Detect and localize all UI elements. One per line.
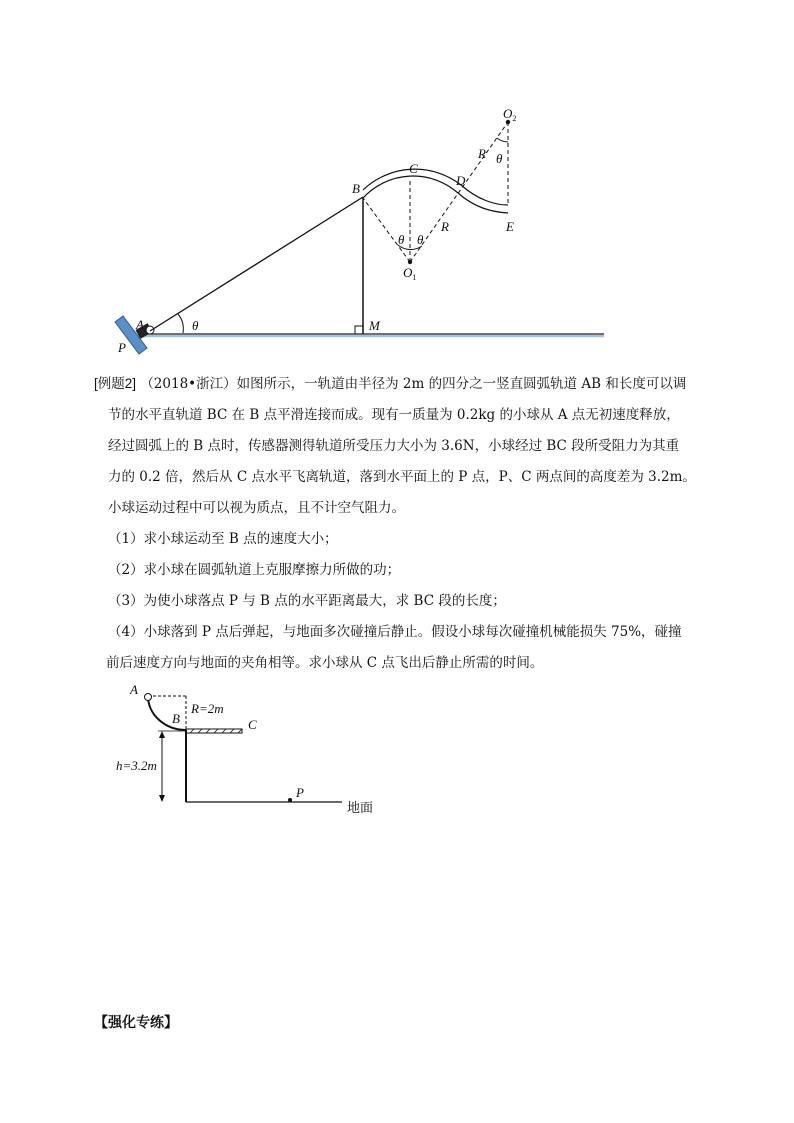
label-r-lower: R <box>441 219 449 234</box>
arc-ab <box>148 696 186 730</box>
label-theta-incline: θ <box>192 318 199 333</box>
ball-a2 <box>145 694 152 701</box>
label-p2: P <box>296 785 304 800</box>
label-c: C <box>409 161 418 176</box>
height-arrow-top <box>159 731 165 738</box>
label-a2: A <box>130 682 138 697</box>
label-b2: B <box>172 711 180 726</box>
problem-text <box>94 368 734 679</box>
problem-text-line-1: 如图所示，一轨道由半径为 2m 的四分之一竖直圆弧轨道 AB 和长度可以调 <box>236 376 687 392</box>
label-e: E <box>506 219 514 234</box>
point-o1 <box>408 260 412 264</box>
label-ground: 地面 <box>347 800 374 815</box>
question-4-cont: 前后速度方向与地面的夹角相等。求小球从 C 点飞出后静止所需的时间。 <box>106 655 544 671</box>
platform-bc <box>186 729 242 733</box>
problem-line-4: 力的 0.2 倍，然后从 C 点水平飞离轨道，落到水平面上的 P 点，P、C 两点间的高度差为 3.2m。 <box>108 469 696 485</box>
label-a: A <box>136 317 144 332</box>
problem-line-2: 节的水平直轨道 BC 在 B 点平滑连接而成。现有一质量为 0.2kg 的小球从 A 点无初速度释放， <box>108 407 680 423</box>
arc-track-lower-outer <box>461 185 508 205</box>
label-r-upper: R <box>478 146 486 161</box>
problem-line-3: 经过圆弧上的 B 点时，传感器测得轨道所受压力大小为 3.6N，小球经过 BC 段所受阻力为其重 <box>108 438 680 454</box>
problem-line-1 <box>94 368 734 400</box>
label-b: B <box>352 181 360 196</box>
problem-tag: [例题2] <box>94 376 137 391</box>
question-4: （4）小球落到 P 点后弹起，与地面多次碰撞后静止。假设小球每次碰撞机械能损失 75%，碰撞 <box>108 624 682 640</box>
label-theta-top: θ <box>496 151 503 166</box>
question-1: （1）求小球运动至 B 点的速度大小； <box>108 531 338 547</box>
height-arrow-bottom <box>159 795 165 802</box>
angle-arc-o2 <box>497 138 508 142</box>
label-p: P <box>118 340 126 355</box>
label-o2: $O_2$ <box>503 106 517 123</box>
problem-line-5: 小球运动过程中可以视为质点，且不计空气阻力。 <box>108 500 405 516</box>
incline-line <box>150 197 363 331</box>
label-c2: C <box>248 717 257 732</box>
radius-o1-b <box>363 198 410 262</box>
label-o1: $O_1$ <box>403 265 417 282</box>
arc-track-lower-inner <box>458 193 508 213</box>
label-radius: R=2m <box>191 701 224 716</box>
incline-angle-arc <box>178 314 183 333</box>
right-angle-mark <box>355 326 363 334</box>
radius-o1-o2 <box>410 122 508 262</box>
label-height: h=3.2m <box>116 758 157 773</box>
label-d: D <box>456 173 466 188</box>
point-p <box>288 798 292 802</box>
problem-source: （2018•浙江） <box>140 376 237 392</box>
figure-track-incline <box>0 0 794 360</box>
label-theta-right: θ <box>417 232 424 247</box>
label-m: M <box>369 318 380 333</box>
label-theta-left: θ <box>398 232 405 247</box>
question-3: （3）为使小球落点 P 与 B 点的水平距离最大，求 BC 段的长度； <box>108 593 506 609</box>
section-title: 【强化专练】 <box>94 1015 178 1031</box>
question-2: （2）求小球在圆弧轨道上克服摩擦力所做的功； <box>108 562 401 578</box>
